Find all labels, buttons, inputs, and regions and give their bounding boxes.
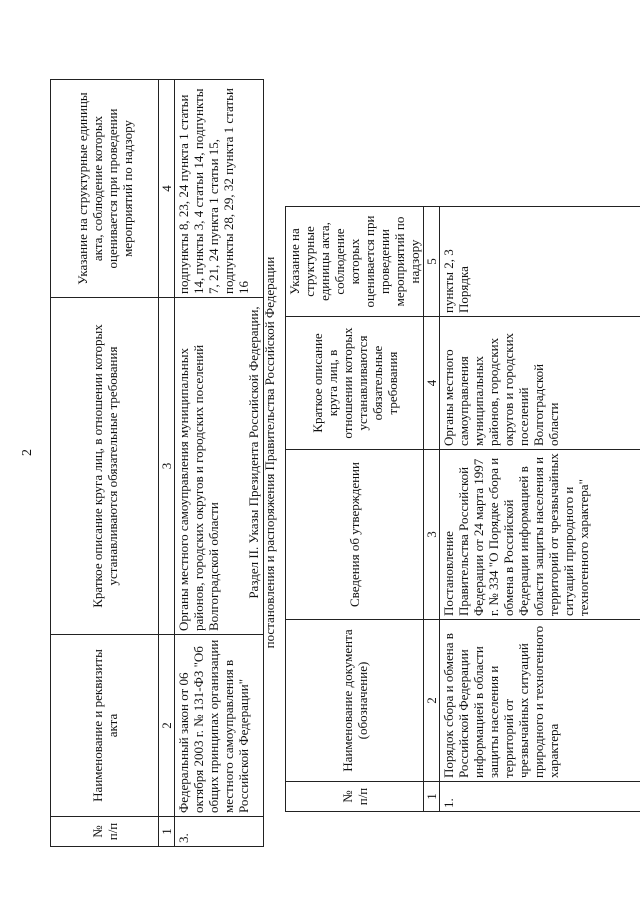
row-document: Порядок сбора и обмена в Российской Федерации информацией в области защиты населения и территорий от чрезвычайных ситуаций природного и техногенного характера (440, 620, 640, 782)
column-number: 5 (424, 207, 440, 317)
table-header-row (286, 207, 424, 812)
government-acts-table (285, 206, 640, 812)
row-persons: Органы местного самоуправления муниципальных районов, городских округов и городских поселений Волгоградской области (440, 317, 640, 450)
header-cell-act: Наименование и реквизиты акта (51, 635, 159, 817)
column-number: 1 (159, 817, 175, 847)
table-row (440, 207, 640, 812)
row-units: пункты 2, 3 Порядка (440, 207, 640, 317)
header-cell-approval: Сведения об утверждении (286, 450, 424, 620)
acts-table (50, 79, 264, 847)
header-cell-document: Наименование документа (обозначение) (286, 620, 424, 782)
column-number-row (159, 80, 175, 847)
row-units: подпункты 8, 23, 24 пункта 1 статьи 14, пункты 3, 4 статьи 14, подпункты 7, 21, 24 пункта 1 статьи 15, подпункты 28, 29, 32 пункта 1 статьи 16 (175, 80, 264, 298)
column-number: 1 (424, 782, 440, 812)
column-number: 4 (159, 80, 175, 298)
row-approval: Постановление Правительства Российской Федерации от 24 марта 1997 г. № 334 "О Порядке сбора и обмена в Российской Федерации информацией в области защиты населения и территорий от чрезвычайных ситуаций природного и техногенного характера" (440, 450, 640, 620)
header-cell-number: № п/п (51, 817, 159, 847)
header-cell-units: Указание на структурные единицы акта, соблюдение которых оценивается при проведении мероприятий по надзору (286, 207, 424, 317)
header-cell-units: Указание на структурные единицы акта, соблюдение которых оценивается при проведении мероприятий по надзору (51, 80, 159, 298)
header-cell-persons: Краткое описание круга лиц, в отношении которых устанавливаются обязательные требования (286, 317, 424, 450)
column-number-row (424, 207, 440, 812)
column-number: 4 (424, 317, 440, 450)
header-cell-persons: Краткое описание круга лиц, в отношении которых устанавливаются обязательные требования (51, 298, 159, 635)
section-title-line2: постановления и распоряжения Правительства Российской Федерации (262, 256, 277, 649)
row-number: 1. (440, 782, 640, 812)
column-number: 2 (424, 620, 440, 782)
table-header-row (51, 80, 159, 847)
row-persons: Органы местного самоуправления муниципальных районов, городских округов и городских поселений Волгоградской области (175, 298, 264, 635)
column-number: 3 (159, 298, 175, 635)
column-number: 2 (159, 635, 175, 817)
header-cell-number: № п/п (286, 782, 424, 812)
column-number: 3 (424, 450, 440, 620)
row-number: 3. (175, 817, 264, 847)
row-act: Федеральный закон от 06 октября 2003 г. № 131-ФЗ "Об общих принципах организации местного самоуправления в Российской Федерации" (175, 635, 264, 817)
section-title-line1: Раздел II. Указы Президента Российской Федерации, (246, 306, 261, 599)
page-number: 2 (20, 449, 35, 456)
